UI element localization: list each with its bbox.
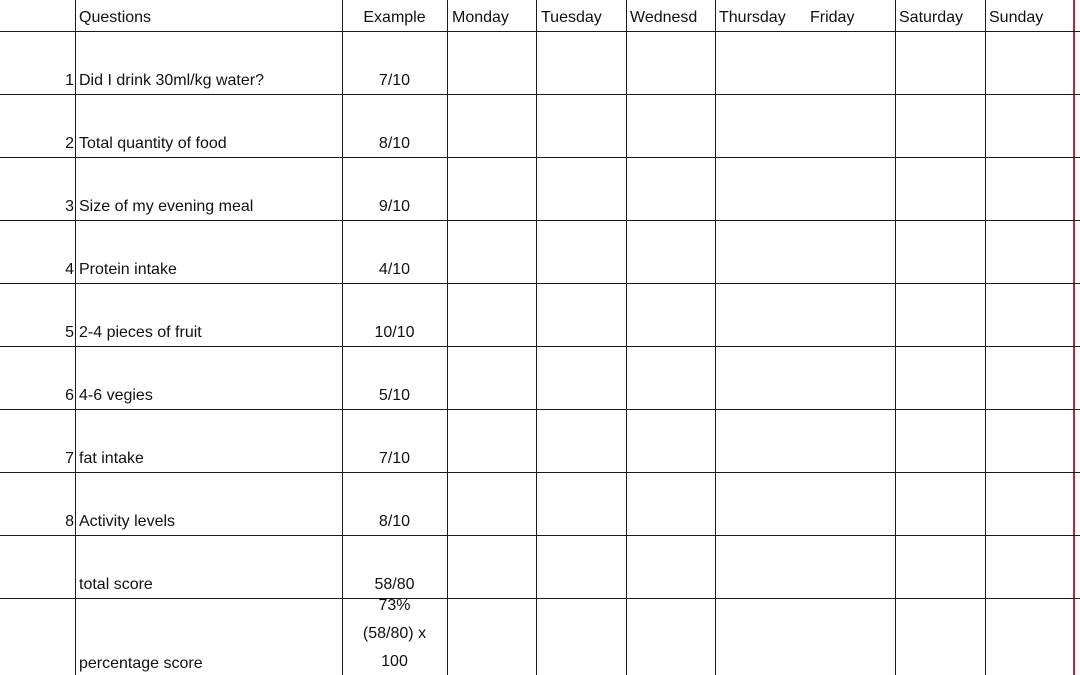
grid-line — [626, 0, 627, 675]
percentage-example-line: 73% — [378, 597, 411, 614]
row-number: 8 — [65, 513, 74, 530]
header-monday: Monday — [452, 9, 509, 26]
header-questions: Questions — [79, 9, 152, 26]
grid-line — [536, 0, 537, 675]
example-score: 5/10 — [378, 387, 411, 404]
row-number: 7 — [65, 450, 74, 467]
question-text: Total quantity of food — [79, 135, 227, 152]
grid-line — [447, 0, 448, 675]
total-score-example: 58/80 — [374, 576, 415, 593]
question-text: Did I drink 30ml/kg water? — [79, 72, 264, 89]
grid-line — [0, 598, 1080, 599]
grid-line — [0, 472, 1080, 473]
grid-line — [0, 157, 1080, 158]
example-score: 9/10 — [378, 198, 411, 215]
row-number: 1 — [65, 72, 74, 89]
row-number: 5 — [65, 324, 74, 341]
header-thursday: Thursday — [719, 9, 786, 26]
row-number: 6 — [65, 387, 74, 404]
grid-line — [0, 94, 1080, 95]
question-text: fat intake — [79, 450, 144, 467]
header-saturday: Saturday — [899, 9, 964, 26]
header-sunday: Sunday — [989, 9, 1044, 26]
question-text: 4-6 vegies — [79, 387, 153, 404]
question-text: Size of my evening meal — [79, 198, 254, 215]
header-example: Example — [363, 9, 426, 26]
example-score: 8/10 — [378, 135, 411, 152]
grid-line — [0, 535, 1080, 536]
grid-line — [0, 31, 1080, 32]
header-tuesday: Tuesday — [541, 9, 602, 26]
grid-line — [0, 283, 1080, 284]
grid-line — [895, 0, 896, 675]
percentage-score-label: percentage score — [79, 655, 203, 672]
row-number: 2 — [65, 135, 74, 152]
row-number: 3 — [65, 198, 74, 215]
question-text: Protein intake — [79, 261, 177, 278]
header-friday: Friday — [810, 9, 855, 26]
example-score: 7/10 — [378, 450, 411, 467]
total-score-label: total score — [79, 576, 153, 593]
header-wednesday: Wednesd — [630, 9, 698, 26]
example-score: 10/10 — [374, 324, 415, 341]
percentage-example-line: 100 — [381, 653, 408, 670]
grid-line — [985, 0, 986, 675]
row-number: 4 — [65, 261, 74, 278]
example-score: 8/10 — [378, 513, 411, 530]
grid-line — [0, 346, 1080, 347]
question-text: Activity levels — [79, 513, 176, 530]
grid-line — [0, 409, 1080, 410]
question-text: 2-4 pieces of fruit — [79, 324, 202, 341]
percentage-example-line: (58/80) x — [362, 625, 427, 642]
grid-line — [715, 0, 716, 675]
page-edge-border — [1073, 0, 1075, 675]
example-score: 7/10 — [378, 72, 411, 89]
grid-line — [75, 0, 76, 675]
grid-line — [0, 220, 1080, 221]
example-score: 4/10 — [378, 261, 411, 278]
